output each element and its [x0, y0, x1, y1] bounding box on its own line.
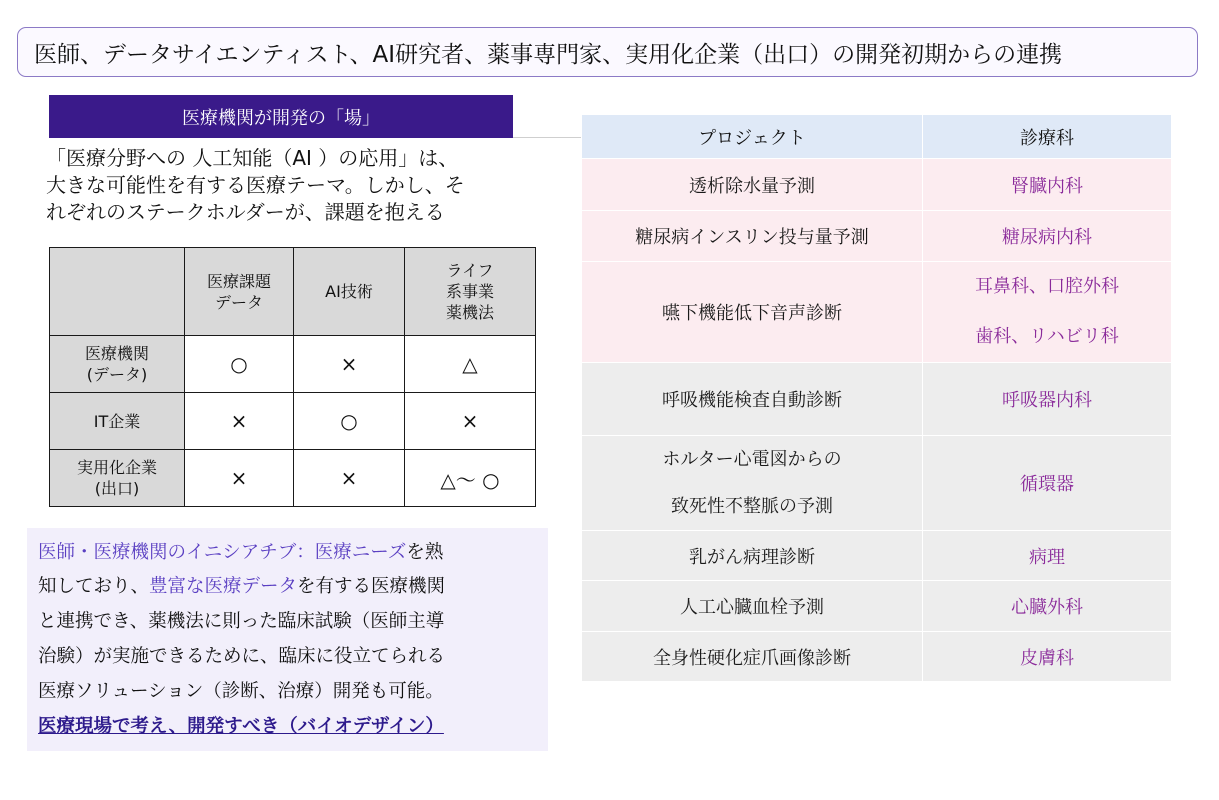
- body-text: を熟: [406, 542, 444, 563]
- initiative-line: と連携でき、薬機法に則った臨床試験（医師主導: [38, 611, 445, 632]
- initiative-box: [27, 528, 548, 751]
- project-name: 呼吸機能検査自動診断: [582, 363, 923, 436]
- project-name: 嚥下機能低下音声診断: [582, 262, 923, 363]
- department-name: 循環器: [923, 436, 1172, 531]
- department-name: 腎臓内科: [923, 159, 1172, 211]
- table-row: [50, 393, 536, 450]
- table-row: [582, 262, 1172, 363]
- department-name: 歯科、リハビリ科: [975, 326, 1119, 347]
- row-label-line: IT企業: [93, 411, 141, 431]
- venue-header: [49, 95, 513, 138]
- biodesign-link[interactable]: 医療現場で考え、開発すべき（バイオデザイン）: [38, 716, 444, 737]
- body-text: 知しており、: [38, 576, 150, 597]
- table-row: [582, 211, 1172, 262]
- table-row: [582, 531, 1172, 581]
- venue-header-text: 医療機関が開発の「場」: [182, 107, 380, 129]
- page-title-text: 医師、データサイエンティスト、AI研究者、薬事専門家、実用化企業（出口）の開発初期からの連携: [34, 41, 1063, 68]
- row-label-line: 医療機関: [84, 344, 149, 363]
- department-name: 呼吸器内科: [923, 363, 1172, 436]
- row-label-line: (データ): [86, 365, 148, 384]
- table-row: [582, 581, 1172, 632]
- table-row: [582, 632, 1172, 682]
- department-name: 心臓外科: [923, 581, 1172, 632]
- matrix-header-row: [50, 248, 536, 336]
- stakeholder-matrix: [49, 247, 536, 507]
- table-row: [582, 159, 1172, 211]
- matrix-cell: ×: [405, 393, 536, 450]
- department-name: 耳鼻科、口腔外科: [975, 276, 1119, 297]
- table-row: [582, 436, 1172, 531]
- initiative-heading: 医師・医療機関のイニシアチブ：: [38, 542, 315, 563]
- matrix-col-header: [185, 248, 294, 336]
- page-title: [17, 27, 1198, 77]
- matrix-cell: ×: [294, 450, 405, 507]
- matrix-col-header: [294, 248, 405, 336]
- intro-text: [46, 145, 556, 226]
- table-row: [50, 336, 536, 393]
- column-header-project: プロジェクト: [582, 115, 923, 159]
- header-line: 医療課題: [206, 271, 271, 291]
- header-line: 薬機法: [445, 303, 494, 322]
- project-name: 致死性不整脈の予測: [671, 496, 833, 517]
- matrix-row-header: [50, 336, 185, 393]
- department-name: 病理: [923, 531, 1172, 581]
- project-cell: [582, 436, 923, 531]
- projects-table: [581, 114, 1172, 682]
- matrix-cell: △: [405, 336, 536, 393]
- department-cell: [923, 262, 1172, 363]
- matrix-cell: △〜 ○: [405, 450, 536, 507]
- initiative-line: 治験）が実施できるために、臨床に役立てられる: [38, 646, 446, 667]
- matrix-corner-cell: [50, 248, 185, 336]
- project-name: 人工心臓血栓予測: [582, 581, 923, 632]
- matrix-row-header: [50, 450, 185, 507]
- header-line: AI技術: [325, 282, 373, 301]
- header-line: 系事業: [445, 282, 494, 301]
- initiative-line: [38, 538, 443, 564]
- initiative-line: 医療ソリューション（診断、治療）開発も可能。: [38, 681, 444, 702]
- highlight-text: 豊富な医療データ: [149, 576, 298, 597]
- header-line: データ: [214, 292, 263, 312]
- matrix-cell: ○: [294, 393, 405, 450]
- intro-line: れぞれのステークホルダーが、課題を抱える: [46, 200, 445, 224]
- table-row: [582, 363, 1172, 436]
- project-name: ホルター心電図からの: [662, 449, 842, 470]
- header-divider: [513, 137, 589, 138]
- table-row: [50, 450, 536, 507]
- project-name: 全身性硬化症爪画像診断: [582, 632, 923, 682]
- header-line: ライフ: [446, 261, 494, 280]
- matrix-cell: ×: [185, 450, 294, 507]
- intro-line: 大きな可能性を有する医療テーマ。しかし、そ: [46, 173, 465, 197]
- highlight-text: 医療ニーズ: [314, 542, 407, 563]
- intro-line: 「医療分野への 人工知能（AI ）の応用」は、: [46, 146, 459, 170]
- body-text: を有する医療機関: [297, 576, 446, 597]
- matrix-row-header: [50, 393, 185, 450]
- projects-header-row: [582, 115, 1172, 159]
- column-header-department: 診療科: [923, 115, 1172, 159]
- project-name: 透析除水量予測: [582, 159, 923, 211]
- matrix-col-header: [405, 248, 536, 336]
- matrix-cell: ×: [294, 336, 405, 393]
- project-name: 乳がん病理診断: [582, 531, 923, 581]
- matrix-cell: ○: [185, 336, 294, 393]
- project-name: 糖尿病インスリン投与量予測: [582, 211, 923, 262]
- initiative-line: [38, 572, 445, 598]
- row-label-line: (出口): [94, 479, 140, 498]
- row-label-line: 実用化企業: [76, 458, 157, 477]
- department-name: 皮膚科: [923, 632, 1172, 682]
- matrix-cell: ×: [185, 393, 294, 450]
- department-name: 糖尿病内科: [923, 211, 1172, 262]
